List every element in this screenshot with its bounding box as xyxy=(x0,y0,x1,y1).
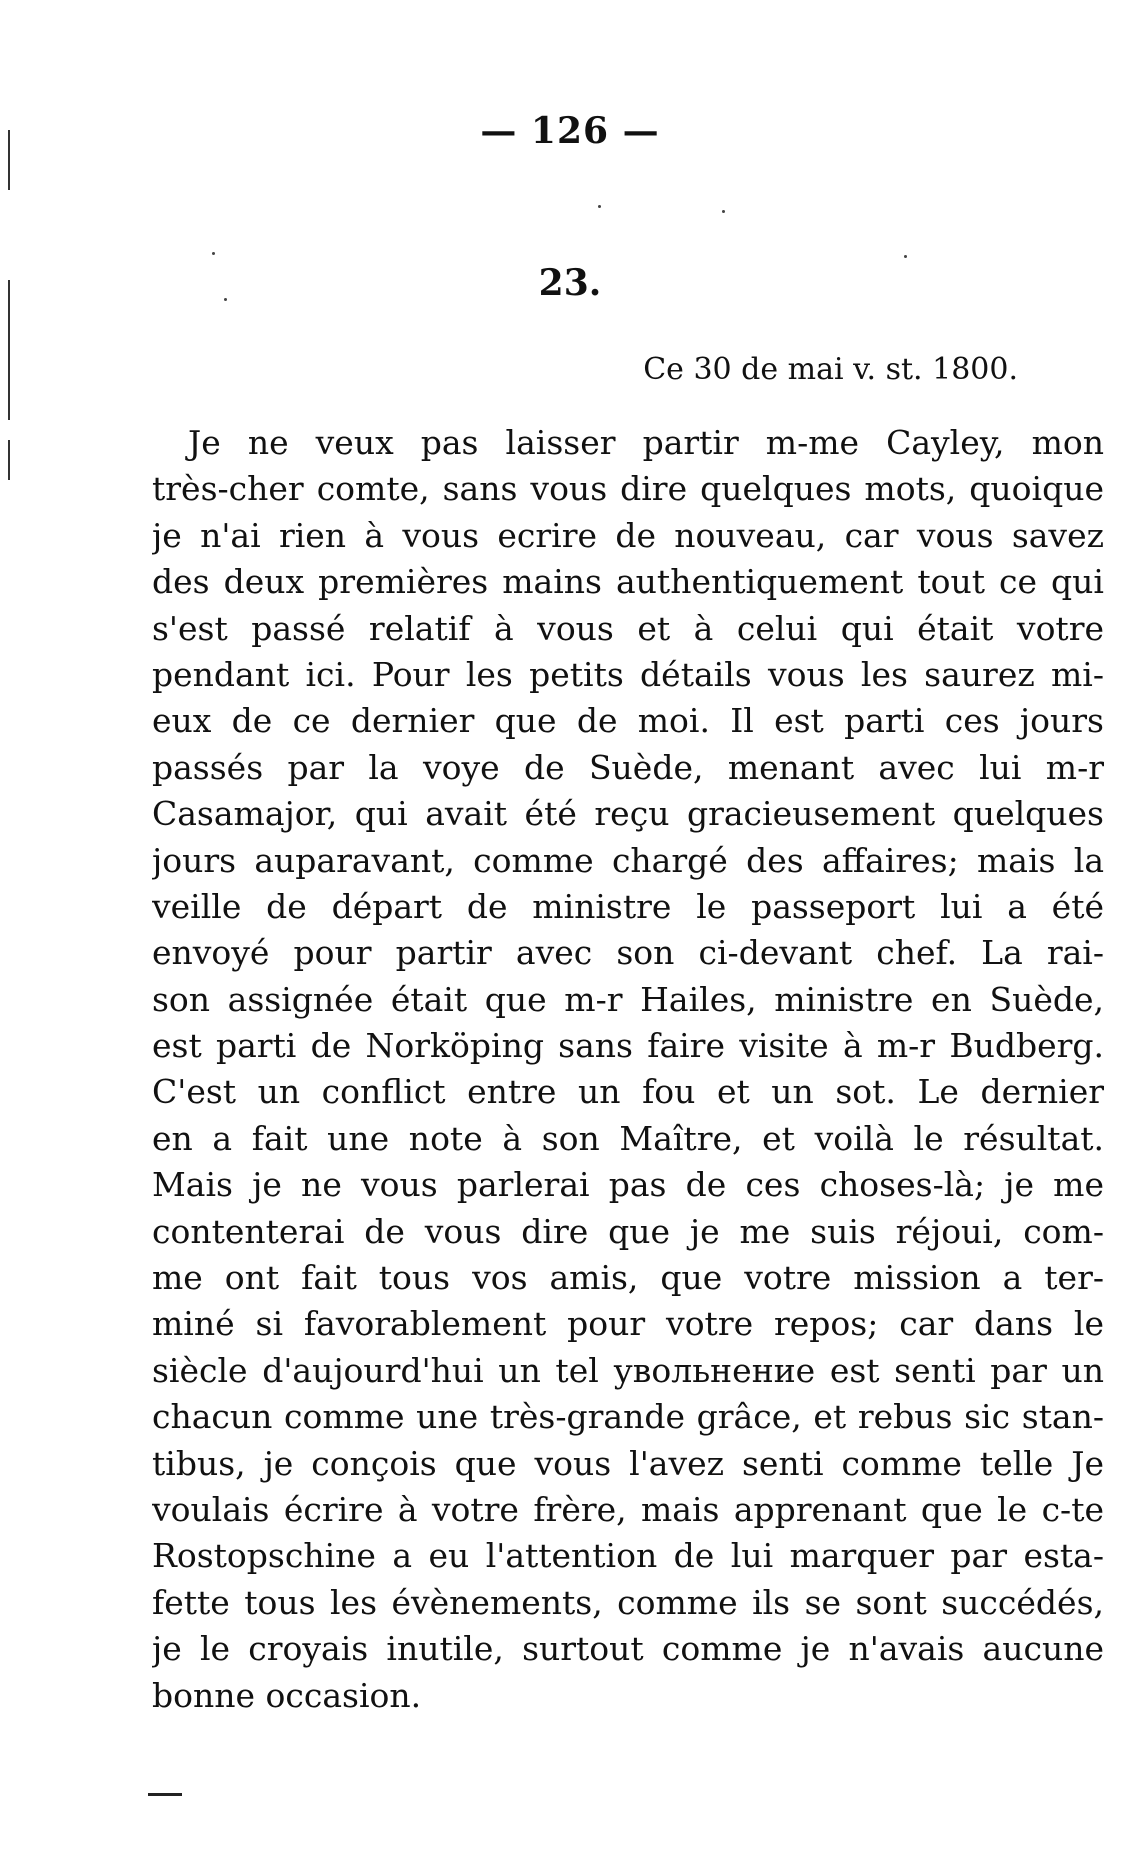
letter-number: 23. xyxy=(538,262,602,304)
text-line: pendant ici. Pour les petits détails vous les saurez mi- xyxy=(152,654,1104,694)
text-line: bonne occasion. xyxy=(152,1675,422,1715)
text-line: Je ne veux pas laisser partir m-me Cayley, mon xyxy=(188,423,1104,462)
text-line: contenterai de vous dire que je me suis réjoui, com- xyxy=(152,1211,1104,1251)
text-line: me ont fait tous vos amis, que votre mission a ter- xyxy=(152,1258,1104,1298)
text-line: eux de ce dernier que de moi. Il est parti ces jours xyxy=(152,701,1104,741)
text-line: Casamajor, qui avait été reçu gracieusement quelques xyxy=(152,794,1104,834)
scan-edge-mark xyxy=(8,440,10,480)
text-line: très-cher comte, sans vous dire quelques mots, quoique xyxy=(152,469,1104,509)
text-line: jours auparavant, comme chargé des affaires; mais la xyxy=(152,840,1104,880)
scan-speck xyxy=(598,205,601,208)
text-line: je n'ai rien à vous ecrire de nouveau, car vous savez xyxy=(152,515,1104,555)
bottom-dash-mark xyxy=(148,1793,182,1796)
text-line: fette tous les évènements, comme ils se sont succédés, xyxy=(152,1582,1104,1622)
text-line: tibus, je conçois que vous l'avez senti comme telle Je xyxy=(152,1443,1104,1483)
text-line: siècle d'aujourd'hui un tel увольнение est senti par un xyxy=(152,1350,1104,1390)
text-line: chacun comme une très-grande grâce, et rebus sic stan- xyxy=(152,1397,1104,1437)
text-line: son assignée était que m-r Hailes, ministre en Suède, xyxy=(152,979,1104,1019)
text-line: est parti de Norköping sans faire visite à m-r Budberg. xyxy=(152,1026,1104,1066)
scan-speck xyxy=(722,210,725,213)
text-line: Mais je ne vous parlerai pas de ces choses-là; je me xyxy=(152,1165,1104,1205)
text-line: miné si favorablement pour votre repos; car dans le xyxy=(152,1304,1104,1344)
text-line: je le croyais inutile, surtout comme je n'avais aucune xyxy=(152,1629,1104,1669)
text-line: des deux premières mains authentiquement tout ce qui xyxy=(152,562,1104,602)
text-line: envoyé pour partir avec son ci-devant chef. La rai- xyxy=(152,933,1104,973)
text-line: voulais écrire à votre frère, mais apprenant que le c-te xyxy=(152,1489,1104,1529)
scan-speck xyxy=(212,252,215,255)
text-line: en a fait une note à son Maître, et voilà le résultat. xyxy=(152,1118,1104,1158)
page-number: — 126 — xyxy=(480,110,660,152)
text-line: veille de départ de ministre le passeport lui a été xyxy=(152,886,1104,926)
letter-body xyxy=(152,420,1104,1719)
text-line: s'est passé relatif à vous et à celui qui était votre xyxy=(152,608,1104,648)
dateline: Ce 30 de mai v. st. 1800. xyxy=(643,352,1018,387)
text-line: Rostopschine a eu l'attention de lui marquer par esta- xyxy=(152,1536,1104,1576)
scan-speck xyxy=(904,255,907,258)
text-line: passés par la voye de Suède, menant avec lui m-r xyxy=(152,747,1104,787)
text-line: C'est un conflict entre un fou et un sot. Le dernier xyxy=(152,1072,1104,1112)
